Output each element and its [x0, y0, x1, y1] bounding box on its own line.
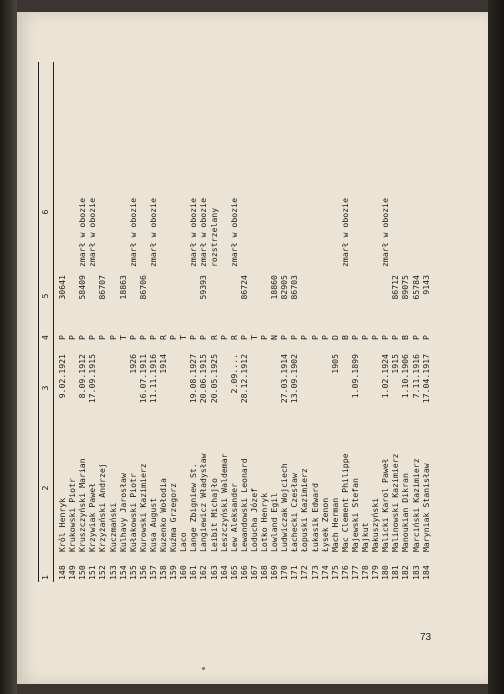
table-row: [311, 62, 321, 582]
cell-col-4: R: [158, 335, 168, 340]
cell-col-4: P: [198, 335, 209, 340]
cell-col-3: 9.02.1921: [57, 354, 67, 399]
cell-col-6: zmarł w obozie: [127, 197, 138, 267]
cell-col-1: 181: [390, 565, 401, 580]
cell-col-5: 30641: [57, 275, 67, 300]
table-row: [199, 62, 209, 582]
cell-col-2: Król Henryk: [57, 497, 67, 552]
cell-col-5: 86707: [97, 275, 108, 300]
cell-col-1: 171: [289, 565, 300, 580]
cell-col-3: 13.09.1902: [289, 354, 300, 404]
cell-col-2: Lotko Henryk: [259, 492, 269, 552]
cell-col-5: 86724: [238, 275, 249, 300]
cell-col-2: Kulhavy Jarosław: [117, 473, 128, 552]
cell-col-4: P: [299, 335, 310, 340]
cell-col-3: 27.03.1914: [279, 354, 290, 404]
cell-col-1: 179: [370, 565, 381, 580]
cell-col-1: 173: [309, 565, 320, 580]
cell-col-6: zmarł w obozie: [339, 197, 350, 267]
cell-col-4: R: [228, 335, 239, 340]
cell-col-1: 184: [420, 565, 431, 580]
table-top-rule: [38, 62, 39, 582]
cell-col-6: zmarł w obozie: [87, 197, 98, 267]
cell-col-5: 9143: [420, 275, 431, 295]
cell-col-1: 160: [178, 565, 189, 580]
table-row: [351, 62, 361, 582]
table-row: [139, 62, 149, 582]
cell-col-4: B: [400, 335, 411, 340]
cell-col-3: 20.06.1915: [198, 354, 209, 404]
cell-col-4: P: [147, 335, 158, 340]
cell-col-1: 170: [279, 565, 290, 580]
cell-col-1: 165: [228, 565, 239, 580]
cell-col-2: Malicki Karol Paweł: [380, 458, 391, 552]
cell-col-2: Łopuski Kazimierz: [299, 468, 310, 552]
cell-col-3: 1.10.1906: [400, 354, 411, 399]
cell-col-4: R: [208, 335, 219, 340]
cell-col-4: P: [380, 335, 391, 340]
header-col-2: 2: [40, 485, 50, 491]
header-rule: [53, 62, 54, 582]
cell-col-1: 163: [208, 565, 219, 580]
cell-col-1: 161: [188, 565, 199, 580]
cell-col-2: Kruszczyński Marian: [77, 458, 88, 552]
cell-col-1: 156: [137, 565, 148, 580]
cell-col-2: Kułakowski Piotr: [127, 473, 138, 552]
cell-col-3: 7.11.1916: [410, 354, 421, 399]
cell-col-4: D: [329, 335, 340, 340]
table-row: [341, 62, 351, 582]
cell-col-2: Lew Aleksander: [228, 482, 239, 552]
cell-col-1: 164: [218, 565, 229, 580]
table-row: [240, 62, 250, 582]
cell-col-1: 172: [299, 565, 310, 580]
page-number: 73: [420, 632, 432, 643]
cell-col-3: 17.09.1915: [87, 354, 98, 404]
cell-col-3: 28.12.1912: [238, 354, 249, 404]
header-col-6: 6: [40, 209, 50, 215]
cell-col-2: Łukasik Edward: [309, 482, 320, 552]
cell-col-1: 174: [319, 565, 330, 580]
cell-col-1: 183: [410, 565, 421, 580]
cell-col-1: 175: [329, 565, 340, 580]
cell-col-4: P: [238, 335, 249, 340]
cell-col-3: 1914: [158, 354, 168, 374]
cell-col-2: Mach Herman: [329, 497, 340, 552]
cell-col-1: 157: [147, 565, 158, 580]
cell-col-4: P: [259, 335, 269, 340]
cell-col-2: Kuzenko Wołodia: [158, 478, 168, 552]
cell-col-5: 18860: [269, 275, 280, 300]
cell-col-4: P: [137, 335, 148, 340]
table-row: [129, 62, 139, 582]
cell-col-6: zmarł w obozie: [228, 197, 239, 267]
cell-col-3: 1.09.1899: [349, 354, 360, 399]
cell-col-5: 58409: [77, 275, 88, 300]
cell-col-1: 162: [198, 565, 209, 580]
cell-col-4: P: [127, 335, 138, 340]
cell-col-4: P: [218, 335, 229, 340]
cell-col-3: 19.08.1927: [188, 354, 199, 404]
cell-col-4: P: [279, 335, 290, 340]
cell-col-4: T: [248, 335, 259, 340]
cell-col-1: 150: [77, 565, 88, 580]
cell-col-1: 168: [259, 565, 269, 580]
cell-col-3: 1.02.1924: [380, 354, 391, 399]
cell-col-2: Makuszyński: [370, 497, 381, 552]
cell-col-2: Manoukian Dikran: [400, 473, 411, 552]
table-row: [210, 62, 220, 582]
cell-col-3: 1926: [127, 354, 138, 374]
cell-col-5: 65784: [410, 275, 421, 300]
cell-col-2: Lowland Egil: [269, 492, 280, 552]
cell-col-2: Krzywiak Paweł: [87, 482, 98, 552]
cell-col-1: 167: [248, 565, 259, 580]
rotated-table-container: [36, 62, 441, 582]
cell-col-2: Mac Clement Philippe: [339, 453, 350, 552]
cell-col-5: 18863: [117, 275, 128, 300]
table-row: [300, 62, 310, 582]
cell-col-1: 159: [168, 565, 179, 580]
cell-col-1: 180: [380, 565, 391, 580]
cell-col-4: P: [77, 335, 88, 340]
table-row: [109, 62, 119, 582]
cell-col-4: P: [390, 335, 401, 340]
cell-col-6: zmarł w obozie: [77, 197, 88, 267]
cell-col-4: P: [97, 335, 108, 340]
cell-col-5: 59393: [198, 275, 209, 300]
cell-col-1: 178: [360, 565, 370, 580]
cell-col-4: P: [87, 335, 98, 340]
cell-col-5: 86712: [390, 275, 401, 300]
cell-col-2: Leibit Michajło: [208, 478, 219, 552]
cell-col-2: Loducha Józef: [248, 487, 259, 552]
speck: [202, 667, 205, 670]
cell-col-1: 151: [87, 565, 98, 580]
page-edge: [488, 0, 504, 694]
cell-col-4: P: [349, 335, 360, 340]
table-row: [412, 62, 422, 582]
cell-col-6: zmarł w obozie: [147, 197, 158, 267]
table-row: [422, 62, 432, 582]
cell-col-6: rozstrzelany: [208, 207, 219, 267]
table-row: [321, 62, 331, 582]
cell-col-1: 176: [339, 565, 350, 580]
cell-col-5: 86706: [137, 275, 148, 300]
cell-col-3: 11.11.1916: [147, 354, 158, 404]
cell-col-2: Langiewicz Władysław: [198, 453, 209, 552]
cell-col-2: Krzyżański Andrzej: [97, 463, 108, 552]
cell-col-3: 2.09....: [228, 354, 239, 394]
cell-col-4: P: [289, 335, 300, 340]
header-col-5: 5: [40, 293, 50, 299]
cell-col-4: P: [67, 335, 78, 340]
cell-col-1: 177: [349, 565, 360, 580]
cell-col-1: 149: [67, 565, 78, 580]
cell-col-5: 89075: [400, 275, 411, 300]
cell-col-3: 20.05.1925: [208, 354, 219, 404]
cell-col-4: P: [360, 335, 370, 340]
table-row: [220, 62, 230, 582]
cell-col-2: Łachecki Czesław: [289, 473, 300, 552]
cell-col-1: 154: [117, 565, 128, 580]
cell-col-4: T: [117, 335, 128, 340]
header-col-4: 4: [40, 335, 50, 340]
cell-col-1: 152: [97, 565, 108, 580]
cell-col-6: zmarł w obozie: [380, 197, 391, 267]
cell-col-2: Leszczyński Waldemar: [218, 453, 229, 552]
cell-col-2: Łysek Zenon: [319, 497, 330, 552]
cell-col-4: P: [168, 335, 179, 340]
prisoner-list-table: [36, 62, 441, 582]
cell-col-4: N: [269, 335, 280, 340]
table-row: [169, 62, 179, 582]
cell-col-2: Lange Zbigniew St.: [188, 463, 199, 552]
table-row: [230, 62, 240, 582]
cell-col-2: Kuczmański: [107, 502, 118, 552]
cell-col-2: Ludwiczak Wojciech: [279, 463, 290, 552]
cell-col-1: 158: [158, 565, 168, 580]
cell-col-2: Kuźma Grzegorz: [168, 482, 179, 552]
header-col-1: 1: [40, 575, 50, 580]
cell-col-4: P: [410, 335, 421, 340]
cell-col-5: 86703: [289, 275, 300, 300]
table-row: [98, 62, 108, 582]
cell-col-4: P: [107, 335, 118, 340]
cell-col-2: Laco: [178, 532, 189, 552]
table-row: [119, 62, 129, 582]
cell-col-6: zmarł w obozie: [198, 197, 209, 267]
cell-col-2: Majkut: [360, 522, 370, 552]
cell-col-5: 82905: [279, 275, 290, 300]
book-spine-shadow: [0, 0, 17, 694]
cell-col-3: 1905: [329, 354, 340, 374]
cell-col-4: P: [309, 335, 320, 340]
cell-col-4: P: [57, 335, 67, 340]
cell-col-2: Majewski Stefan: [349, 478, 360, 552]
cell-col-4: P: [370, 335, 381, 340]
cell-col-1: 169: [269, 565, 280, 580]
cell-col-2: Marciński Kazimierz: [410, 458, 421, 552]
cell-col-1: 153: [107, 565, 118, 580]
cell-col-1: 166: [238, 565, 249, 580]
cell-col-4: B: [339, 335, 350, 340]
cell-col-3: 1915: [390, 354, 401, 374]
cell-col-3: 16.07.1911: [137, 354, 148, 404]
cell-col-2: Krukowski Piotr: [67, 478, 78, 552]
header-col-3: 3: [40, 385, 50, 391]
cell-col-2: Kusa August: [147, 497, 158, 552]
table-row: [331, 62, 341, 582]
cell-col-6: zmarł w obozie: [188, 197, 199, 267]
cell-col-2: Lewandowski Leonard: [238, 458, 249, 552]
table-row: [401, 62, 411, 582]
cell-col-4: P: [420, 335, 431, 340]
cell-col-1: 182: [400, 565, 411, 580]
cell-col-4: P: [188, 335, 199, 340]
cell-col-1: 148: [57, 565, 67, 580]
cell-col-2: Maryniak Stanisław: [420, 463, 431, 552]
cell-col-1: 155: [127, 565, 138, 580]
cell-col-3: 8.09.1912: [77, 354, 88, 399]
cell-col-2: Kurowski Kazimierz: [137, 463, 148, 552]
cell-col-3: 17.04.1917: [420, 354, 431, 404]
cell-col-2: Malinowski Kazimierz: [390, 453, 401, 552]
cell-col-4: P: [319, 335, 330, 340]
cell-col-4: T: [178, 335, 189, 340]
